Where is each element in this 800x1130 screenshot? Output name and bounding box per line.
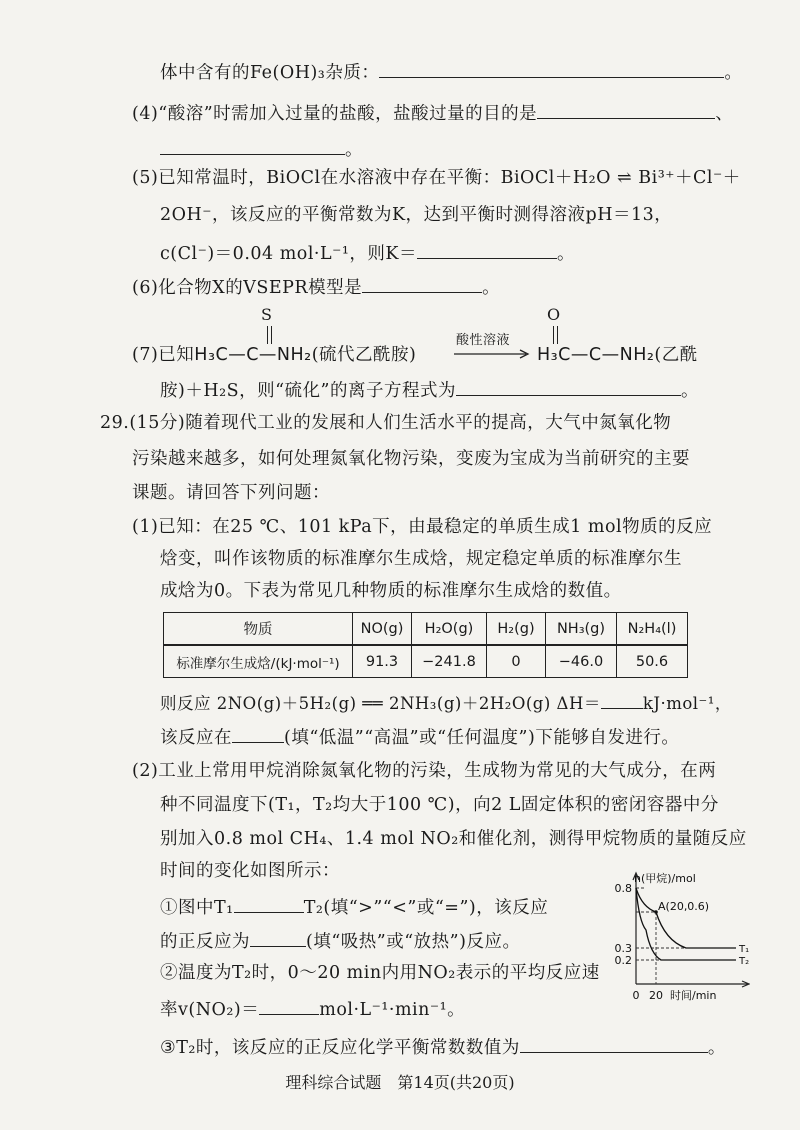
enthalpy-table [163,612,688,678]
series-label-2: T₂ [739,956,750,967]
answer-blank-q4a[interactable] [537,98,715,119]
period: 。 [345,140,363,160]
qb-line2 [160,994,465,1023]
x-axis-label: 时间/min [670,989,717,1002]
q5-text-1: (5)已知常温时，BiOCl在水溶液中存在平衡：BiOCl＋H₂O ⇌ Bi³⁺＋Cl⁻＋ [132,168,741,188]
period: 。 [482,278,501,298]
q7-oxygen-atom: O [547,305,561,324]
q7-reactant-formula: H₃C—C—NH₂ [194,345,312,365]
q6-line [132,272,500,301]
reaction-unit: kJ·mol⁻¹， [642,694,732,713]
table-header-cell: 物质 [164,613,353,646]
spont-prefix: 该反应在 [160,728,232,748]
y-tick-label: 0.2 [614,954,632,967]
qa-suffix: T₂(填“>”“<”或“=”)，该反应 [303,898,549,918]
q4-line2 [160,134,363,163]
spont-suffix: (填“低温”“高温”或“任何温度”)下能够自发进行。 [284,728,680,748]
qb-line1: ②温度为T₂时，0～20 min内用NO₂表示的平均反应速 [160,963,600,983]
q29-p2-line3: 别加入0.8 mol CH₄、1.4 mol NO₂和催化剂，测得甲烷物质的量随反应 [160,829,747,849]
x-tick-label: 20 [649,989,663,1002]
reaction-text: 则反应 2NO(g)＋5H₂(g) ══ 2NH₃(g)＋2H₂O(g) ΔH＝ [160,694,601,713]
table-header-cell: H₂(g) [487,613,546,646]
y-axis-label: n(甲烷)/mol [634,872,696,885]
qc-line [160,1032,726,1061]
table-header-cell: NH₃(g) [546,613,617,646]
fe-impurity-text: 体中含有的Fe(OH)₃杂质： [160,63,380,83]
qa2-prefix: 的正反应为 [160,932,250,952]
series-line-1 [636,888,736,948]
table-cell: 50.6 [617,645,688,678]
y-tick-label: 0.8 [614,882,632,895]
table-cell: −241.8 [412,645,487,678]
q7-product-line [537,342,698,368]
methane-chart [600,862,750,1022]
q29-p1-line2: 焓变，叫作该物质的标准摩尔生成焓，规定稳定单质的标准摩尔生 [160,549,682,569]
table-row [164,645,688,678]
point-a-label: A(20,0.6) [658,900,710,913]
qa-line2 [160,926,520,955]
qb-prefix: 率v(NO₂)＝ [160,1000,260,1020]
answer-blank-k[interactable] [520,1032,708,1053]
q5-text-3: c(Cl⁻)＝0.04 mol·L⁻¹，则K＝ [160,244,417,264]
q4-separator: 、 [715,104,734,124]
q7-arrow [452,349,532,359]
q29-p2-line1: (2)工业上常用甲烷消除氮氧化物的污染，生成物为常见的大气成分，在两 [132,761,717,781]
spontaneity-line [160,722,679,751]
q5-line1 [132,165,741,191]
answer-blank-spont[interactable] [232,722,284,743]
fe-impurity-line [160,57,742,86]
q5-text-2: 2OH⁻，该反应的平衡常数为K，达到平衡时测得溶液pH＝13， [160,205,673,225]
period: 。 [707,1038,726,1058]
qb-unit: mol·L⁻¹·min⁻¹。 [319,1000,466,1020]
q7-reactant-name: (硫代乙酰胺) [311,345,417,365]
qc-prefix: ③T₂时，该反应的正反应化学平衡常数数值为 [160,1038,520,1058]
answer-blank-fe[interactable] [379,57,724,78]
table-header-cell: NO(g) [353,613,412,646]
table-header-row [164,613,688,646]
answer-blank-q6[interactable] [362,272,482,293]
q5-line2 [160,202,672,228]
q5-line3 [160,238,575,267]
page-footer: 理科综合试题 第14页(共20页) [285,1073,515,1092]
x-tick-label: 0 [632,989,640,1002]
table-cell: 0 [487,645,546,678]
chart-axes [633,873,749,987]
answer-blank-dh[interactable] [601,688,643,709]
q7-condition: 酸性溶液 [456,333,511,348]
table-header-cell: H₂O(g) [412,613,487,646]
series-label-1: T₁ [739,944,750,955]
qa2-suffix: (填“吸热”或“放热”)反应。 [306,932,521,952]
y-tick-label: 0.3 [614,942,632,955]
q29-p1-line1: (1)已知：在25 ℃、101 kPa下，由最稳定的单质生成1 mol物质的反应 [132,517,713,537]
period: 。 [681,381,699,401]
q7-prefix: (7)已知 [132,345,195,365]
q7-product-name: (乙酰 [654,345,698,365]
q7-product-formula: H₃C—C—NH₂ [537,345,655,365]
table-row-label: 标准摩尔生成焓/(kJ·mol⁻¹) [164,645,353,678]
q29-intro-2: 污染越来越多，如何处理氮氧化物污染，变废为宝成为当前研究的主要 [132,449,690,469]
chart-lines [636,888,736,960]
period: 。 [724,63,743,83]
q29-p1-line3: 成焓为0。下表为常见几种物质的标准摩尔生成焓的数值。 [160,581,622,601]
answer-blank-rate[interactable] [259,994,319,1015]
q6-text: (6)化合物X的VSEPR模型是 [132,278,363,298]
table-cell: 91.3 [353,645,412,678]
qa-prefix: ①图中T₁ [160,898,234,918]
reaction-line [160,688,732,717]
answer-blank-q4b[interactable] [160,134,345,155]
qa-line1 [160,892,548,921]
chart-labels [615,871,750,1002]
answer-blank-q5[interactable] [417,238,557,259]
period: 。 [556,244,575,264]
answer-blank-q7[interactable] [456,375,681,396]
q29-intro-3: 课题。请回答下列问题： [132,483,330,503]
q7-line1 [132,342,416,368]
q7-sulfur-atom: S [261,305,273,324]
answer-blank-heat[interactable] [250,926,306,947]
q4-text: (4)“酸溶”时需加入过量的盐酸，盐酸过量的目的是 [132,104,538,124]
q29-p2-line2: 种不同温度下(T₁，T₂均大于100 ℃)，向2 L固定体积的密闭容器中分 [160,795,719,815]
q4-line [132,98,733,127]
q7-text-2: 胺)＋H₂S，则“硫化”的离子方程式为 [160,381,456,401]
answer-blank-compare[interactable] [234,892,304,913]
table-cell: −46.0 [546,645,617,678]
q29-intro-1: 29.(15分)随着现代工业的发展和人们生活水平的提高，大气中氮氧化物 [100,413,672,433]
q29-p2-line4: 时间的变化如图所示： [160,861,340,881]
table-header-cell: N₂H₄(l) [617,613,688,646]
series-line-2 [636,888,736,960]
q7-line2 [160,375,699,404]
